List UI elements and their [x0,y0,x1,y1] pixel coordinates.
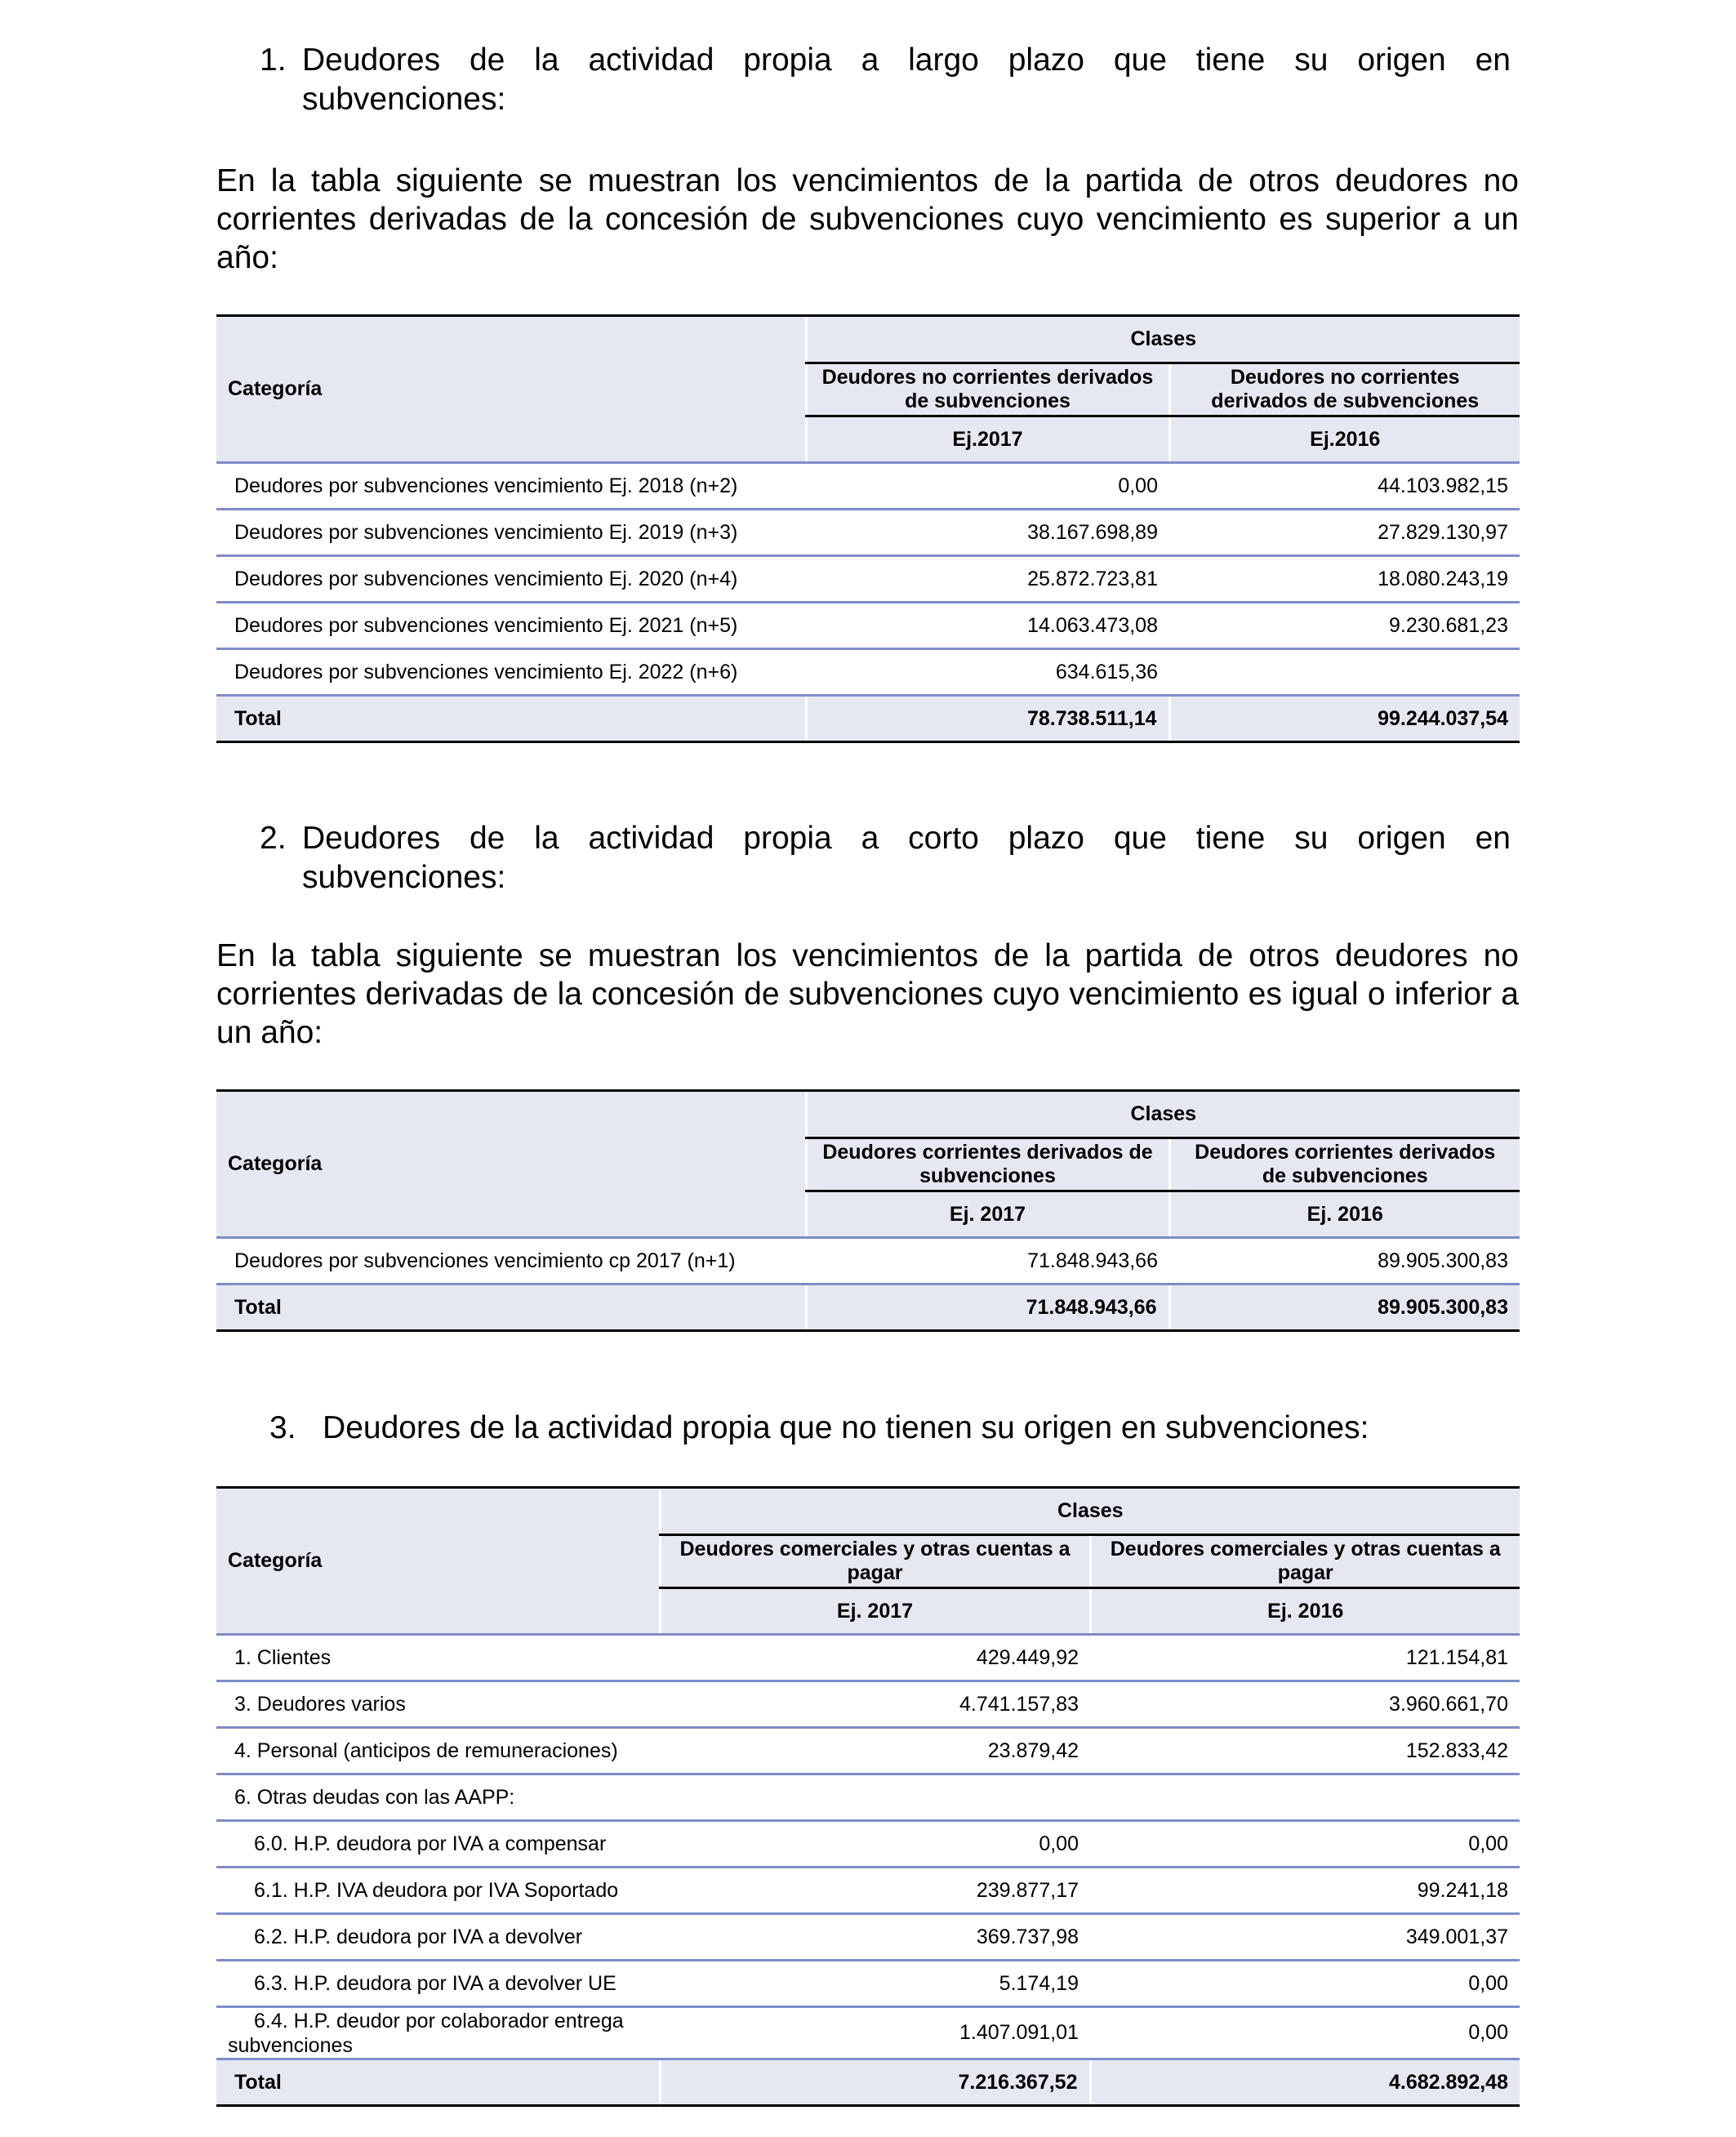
row-value-2016: 3.960.661,70 [1090,1681,1520,1728]
year-2016-header: Ej.2016 [1169,416,1520,463]
total-label: Total [216,2059,660,2106]
row-value-2017: 634.615,36 [806,649,1169,696]
row-label-line2: subvenciones [228,2033,353,2057]
year-2017-header: Ej. 2017 [660,1588,1090,1635]
table-row [216,603,1520,649]
row-value-2016: 349.001,37 [1090,1914,1520,1961]
col-2017-header: Deudores no corrientes derivados de subvenciones [806,363,1169,416]
section-1-paragraph: En la tabla siguiente se muestran los vencimientos de la partida de otros deudores no corrientes derivadas de la concesión de subvenciones cuyo vencimiento es superior a un año: [216,163,1519,275]
row-value-2016: 99.241,18 [1090,1868,1520,1914]
section-2-paragraph: En la tabla siguiente se muestran los vencimientos de la partida de otros deudores no corrientes derivadas de la concesión de subvenciones cuyo vencimiento es igual o inferior a un año: [216,938,1519,1050]
table-row [216,2007,1520,2059]
table-row [216,510,1520,556]
table-row [216,1681,1520,1728]
row-label: Deudores por subvenciones vencimiento Ej. 2020 (n+4) [216,556,806,603]
category-header: Categoría [216,1488,660,1635]
year-2016-header: Ej. 2016 [1169,1191,1520,1238]
row-value-2016: 44.103.982,15 [1169,463,1520,510]
row-value-2017: 71.848.943,66 [806,1238,1169,1284]
total-label: Total [216,696,806,742]
table-row [216,1961,1520,2007]
section-1-table [216,314,1520,743]
total-row [216,1284,1520,1331]
year-2017-header: Ej.2017 [806,416,1169,463]
table-row [216,1635,1520,1681]
table-row [216,1821,1520,1868]
row-label: Deudores por subvenciones vencimiento Ej. 2018 (n+2) [216,463,806,510]
col-2017-header: Deudores comerciales y otras cuentas a pagar [660,1535,1090,1588]
row-value-2016: 152.833,42 [1090,1728,1520,1774]
col-2016-header: Deudores no corrientes derivados de subvenciones [1169,363,1520,416]
section-2-table [216,1089,1520,1332]
row-value-2017: 38.167.698,89 [806,510,1169,556]
row-label: Deudores por subvenciones vencimiento Ej. 2021 (n+5) [216,603,806,649]
row-label: 3. Deudores varios [216,1681,660,1728]
row-value-2017: 0,00 [806,463,1169,510]
row-label: 6.3. H.P. deudora por IVA a devolver UE [216,1961,660,2007]
section-3-heading [269,1409,1369,1448]
row-value-2017: 5.174,19 [660,1961,1090,2007]
section-2-title-line2: subvenciones: [302,860,506,895]
total-value-2016: 99.244.037,54 [1169,696,1520,742]
clases-header: Clases [806,316,1520,363]
section-2-heading [260,819,1511,897]
row-value-2016: 0,00 [1090,2007,1520,2059]
table-row [216,1238,1520,1284]
row-label: 6.0. H.P. deudora por IVA a compensar [216,1821,660,1868]
row-value-2017: 23.879,42 [660,1728,1090,1774]
row-label: 4. Personal (anticipos de remuneraciones) [216,1728,660,1774]
category-header: Categoría [216,1091,806,1238]
row-value-2017: 0,00 [660,1821,1090,1868]
year-2017-header: Ej. 2017 [806,1191,1169,1238]
row-value-2016: 121.154,81 [1090,1635,1520,1681]
row-value-2017: 1.407.091,01 [660,2007,1090,2059]
total-value-2017: 78.738.511,14 [806,696,1169,742]
row-value-2016: 9.230.681,23 [1169,603,1520,649]
total-value-2016: 4.682.892,48 [1090,2059,1520,2106]
section-2-number: 2. [260,821,287,856]
row-value-2016: 18.080.243,19 [1169,556,1520,603]
row-label: 6. Otras deudas con las AAPP: [216,1774,660,1821]
row-value-2016: 27.829.130,97 [1169,510,1520,556]
total-row [216,2059,1520,2106]
table-row [216,463,1520,510]
total-value-2017: 71.848.943,66 [806,1284,1169,1331]
section-1-heading [260,41,1511,119]
row-value-2017: 25.872.723,81 [806,556,1169,603]
row-value-2016 [1090,1774,1520,1821]
section-3-number: 3. [269,1410,296,1445]
row-label [216,2007,660,2059]
row-label: 1. Clientes [216,1635,660,1681]
row-label-line1: 6.4. H.P. deudor por colaborador entrega [254,2009,624,2032]
row-label: Deudores por subvenciones vencimiento cp 2017 (n+1) [216,1238,806,1284]
col-2016-header: Deudores corrientes derivados de subvenciones [1169,1138,1520,1191]
row-value-2017: 429.449,92 [660,1635,1090,1681]
row-value-2017: 239.877,17 [660,1868,1090,1914]
total-value-2017: 7.216.367,52 [660,2059,1090,2106]
section-1-title-line2: subvenciones: [302,82,506,117]
table-row [216,1868,1520,1914]
section-3-title: Deudores de la actividad propia que no tienen su origen en subvenciones: [323,1410,1369,1445]
section-2-title-line1: Deudores de la actividad propia a corto plazo que tiene su origen en [302,821,1511,856]
row-value-2016 [1169,649,1520,696]
row-label: 6.2. H.P. deudora por IVA a devolver [216,1914,660,1961]
row-value-2016: 89.905.300,83 [1169,1238,1520,1284]
section-1-number: 1. [260,42,287,78]
table-row [216,1914,1520,1961]
row-value-2017 [660,1774,1090,1821]
table-row [216,1728,1520,1774]
row-value-2017: 4.741.157,83 [660,1681,1090,1728]
total-row [216,696,1520,742]
clases-header: Clases [806,1091,1520,1138]
section-1-title-line1: Deudores de la actividad propia a largo plazo que tiene su origen en [302,42,1511,78]
section-3-table [216,1486,1520,2107]
category-header: Categoría [216,316,806,463]
col-2017-header: Deudores corrientes derivados de subvenciones [806,1138,1169,1191]
year-2016-header: Ej. 2016 [1090,1588,1520,1635]
row-label: Deudores por subvenciones vencimiento Ej. 2019 (n+3) [216,510,806,556]
col-2016-header: Deudores comerciales y otras cuentas a pagar [1090,1535,1520,1588]
row-label: Deudores por subvenciones vencimiento Ej. 2022 (n+6) [216,649,806,696]
clases-header: Clases [660,1488,1520,1535]
row-value-2017: 14.063.473,08 [806,603,1169,649]
row-value-2017: 369.737,98 [660,1914,1090,1961]
table-row [216,1774,1520,1821]
total-label: Total [216,1284,806,1331]
total-value-2016: 89.905.300,83 [1169,1284,1520,1331]
table-row [216,556,1520,603]
row-label: 6.1. H.P. IVA deudora por IVA Soportado [216,1868,660,1914]
table-row [216,649,1520,696]
row-value-2016: 0,00 [1090,1821,1520,1868]
row-value-2016: 0,00 [1090,1961,1520,2007]
